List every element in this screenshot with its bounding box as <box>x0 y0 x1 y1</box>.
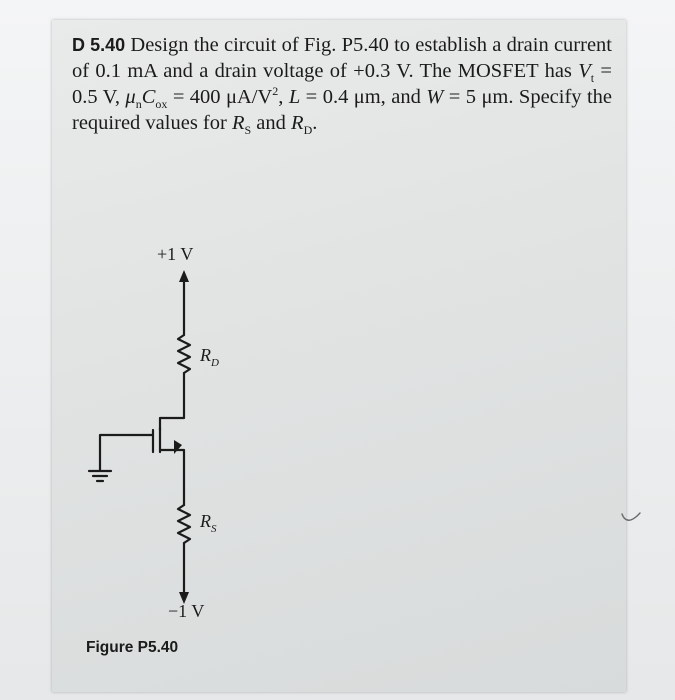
drain-wire <box>160 373 184 430</box>
vdd-arrow-icon <box>179 270 189 282</box>
problem-line-5: and $R_D$. <box>256 112 318 138</box>
pen-checkmark-icon <box>620 510 644 528</box>
problem-line-4: 0.4 μm, and W = 5 μm. Specify the required values for $R_S$ <box>72 86 613 138</box>
source-wire <box>160 450 184 505</box>
vdd-label: +1 V <box>157 244 194 264</box>
problem-number: D 5.40 <box>72 35 126 55</box>
problem-line-1: Design the circuit of Fig. P5.40 to establish a <box>130 34 502 56</box>
rd-resistor <box>178 335 190 373</box>
rs-resistor <box>178 505 190 543</box>
rs-label: $R_S$ <box>200 511 217 535</box>
problem-line-3: The MOSFET has $V_t = 0.5$ V, $\mu_nC_{ox} = 400$ $\mu A/V^2$, L = <box>72 60 612 112</box>
rd-label: $R_D$ <box>200 345 219 369</box>
source-arrow-icon <box>174 440 182 454</box>
circuit-diagram <box>52 20 626 692</box>
figure-caption: Figure P5.40 <box>86 639 179 656</box>
textbook-page <box>52 20 626 692</box>
problem-line-2: drain current of 0.1 mA and a drain voltage of +0.3 V. <box>72 34 612 82</box>
vss-label: −1 V <box>168 601 205 621</box>
gate-wire <box>100 435 153 470</box>
